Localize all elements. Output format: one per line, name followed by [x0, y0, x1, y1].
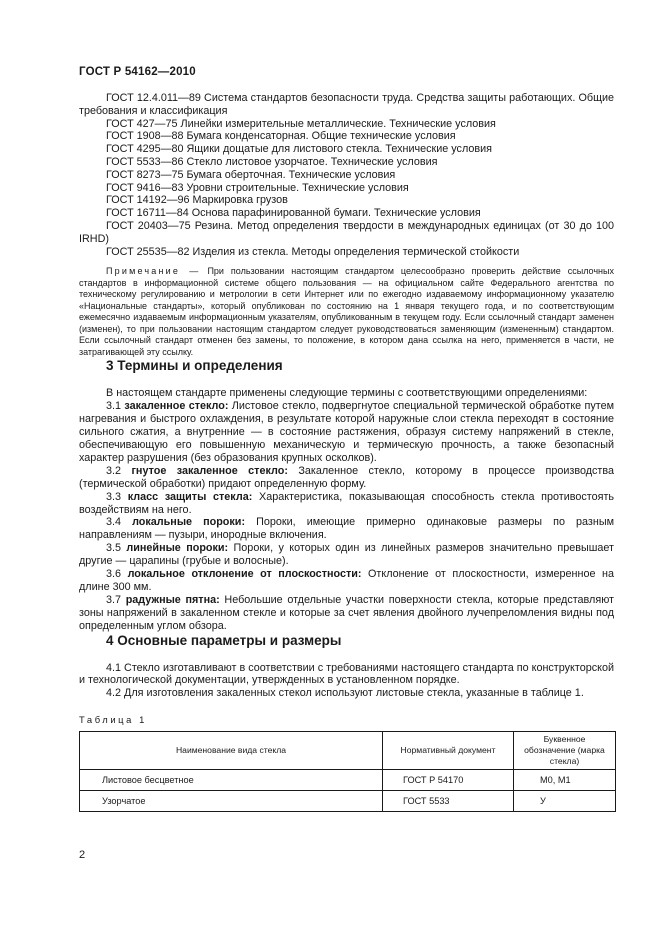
term-name: локальное отклонение от плоскостности: [127, 568, 362, 581]
section-4-paragraph: 4.2 Для изготовления закаленных стекол используют листовые стекла, указанные в таблице 1. [106, 687, 584, 700]
reference-item: ГОСТ 16711—84 Основа парафинированной бумаги. Технические условия [106, 207, 481, 220]
reference-item: ГОСТ 5533—86 Стекло листовое узорчатое. Технические условия [106, 155, 438, 168]
term-definition [79, 516, 614, 542]
reference-item: ГОСТ 8273—75 Бумага оберточная. Технические условия [106, 168, 396, 181]
term-number: 3.4 [106, 516, 122, 529]
references-note [79, 266, 614, 358]
section-4-body [79, 662, 614, 701]
table-header-row [80, 732, 616, 770]
term-definition [79, 400, 614, 465]
reference-item: ГОСТ 4295—80 Ящики дощатые для листового стекла. Технические условия [106, 143, 492, 156]
term-name: локальные пороки: [132, 516, 246, 529]
table-cell: У [514, 791, 616, 812]
table-cell: Листовое бесцветное [80, 770, 383, 791]
term-definition [79, 491, 614, 517]
term-number: 3.3 [106, 490, 122, 503]
reference-item: ГОСТ 9416—83 Уровни строительные. Технические условия [106, 181, 409, 194]
reference-item: ГОСТ 427—75 Линейки измерительные металлические. Технические условия [106, 117, 496, 130]
section-3-intro: В настоящем стандарте применены следующие термины с соответствующими определениями: [106, 387, 588, 400]
table-caption: Таблица 1 [79, 714, 147, 726]
term-number: 3.7 [106, 593, 122, 606]
table-cell: М0, М1 [514, 770, 616, 791]
table-row [80, 791, 616, 812]
term-number: 3.1 [106, 400, 122, 413]
table-header-cell: Нормативный документ [383, 732, 514, 770]
term-name: класс защиты стекла: [127, 490, 253, 503]
section-3-heading: 3 Термины и определения [106, 358, 283, 374]
term-text: Отклонение от плоскостности, измеренное на длине 300 мм. [79, 568, 615, 593]
table-header-cell: Наименование вида стекла [80, 732, 383, 770]
document-header: ГОСТ Р 54162—2010 [79, 66, 196, 78]
page-number: 2 [79, 849, 86, 861]
table-row [80, 770, 616, 791]
term-definition [79, 465, 614, 491]
term-text: Пороки, имеющие примерно одинаковые размеры по разным направлениям — пузыри, инородные включения. [79, 516, 615, 542]
table-cell: ГОСТ 5533 [383, 791, 514, 812]
term-name: гнутое закаленное стекло: [131, 464, 288, 477]
term-text: Характеристика, показывающая способность стекла противостоять воздействиям на него. [79, 490, 615, 516]
term-name: линейные пороки: [126, 542, 229, 555]
glass-types-table [79, 731, 616, 812]
term-name: радужные пятна: [125, 593, 220, 606]
term-number: 3.5 [106, 542, 122, 555]
term-text: Небольшие отдельные участки поверхности стекла, которые представляют зоны напряжений в закаленном стекле и которые за счет явления двойного лучепреломления видны под определенным углом обзора. [79, 593, 614, 632]
table-cell: ГОСТ Р 54170 [383, 770, 514, 791]
term-text: Пороки, у которых один из линейных размеров значительно превышает другие — царапины (грубые и волосные). [79, 542, 615, 568]
note-lead: Примечание — [106, 266, 201, 277]
term-definition [79, 594, 614, 633]
reference-item: ГОСТ 12.4.011—89 Система стандартов безопасности труда. Средства защиты работающих. Общие требования и классификация [79, 92, 614, 117]
table-cell: Узорчатое [80, 791, 383, 812]
term-definition [79, 542, 614, 568]
reference-item: ГОСТ 25535—82 Изделия из стекла. Методы определения термической стойкости [106, 245, 520, 258]
term-name: закаленное стекло: [124, 400, 229, 413]
term-number: 3.2 [106, 464, 122, 477]
section-3-body [79, 387, 614, 632]
term-definition [79, 568, 614, 594]
term-text: Листовое стекло, подвергнутое специальной термической обработке путем нагревания и быстрого охлаждения, в результате которой наружные слои стекла переходят в состояние сильного сжатия, а внутренние — в состояние растяжения, образуя систему напряжений в стекле, обеспечивающую его повышенную механическую и термическую прочность, а также безопасный характер разрушения (без образования крупных осколков). [79, 400, 615, 464]
reference-item: ГОСТ 1908—88 Бумага конденсаторная. Общие технические условия [106, 130, 456, 143]
section-4-heading: 4 Основные параметры и размеры [106, 632, 342, 648]
reference-item: ГОСТ 20403—75 Резина. Метод определения твердости в международных единицах (от 30 до 100 IRHD) [79, 219, 614, 245]
normative-references [79, 92, 614, 258]
reference-item: ГОСТ 14192—96 Маркировка грузов [106, 194, 288, 207]
page-content [79, 92, 614, 812]
term-number: 3.6 [106, 568, 122, 581]
term-text: Закаленное стекло, которому в процессе производства (термической обработки) придают определенную форму. [79, 464, 614, 490]
section-4-paragraph: 4.1 Стекло изготавливают в соответствии с требованиями настоящего стандарта по конструкторской и технологической документации, утвержденных в установленном порядке. [79, 661, 614, 687]
note-text: При пользовании настоящим стандартом целесообразно проверить действие ссылочных стандартов в информационной системе общего пользования — на официальном сайте Федерального агентства по техническому регулированию и метрологии в сети Интернет или по ежегодно издаваемому информационному указателю «Национальные стандарты», который опубликован по состоянию на 1 января текущего года, и по соответствующим ежемесячно издаваемым информационным указателям, опубликованным в текущем году. Если ссылочный стандарт заменен (изменен), то при пользовании настоящим стандартом следует руководствоваться заменяющим (измененным) стандартом. Если ссылочный стандарт отменен без замены, то положение, в котором дана ссылка на него, применяется в части, не затрагивающей эту ссылку. [79, 266, 614, 357]
table-header-cell: Буквенное обозначение (марка стекла) [514, 732, 616, 770]
